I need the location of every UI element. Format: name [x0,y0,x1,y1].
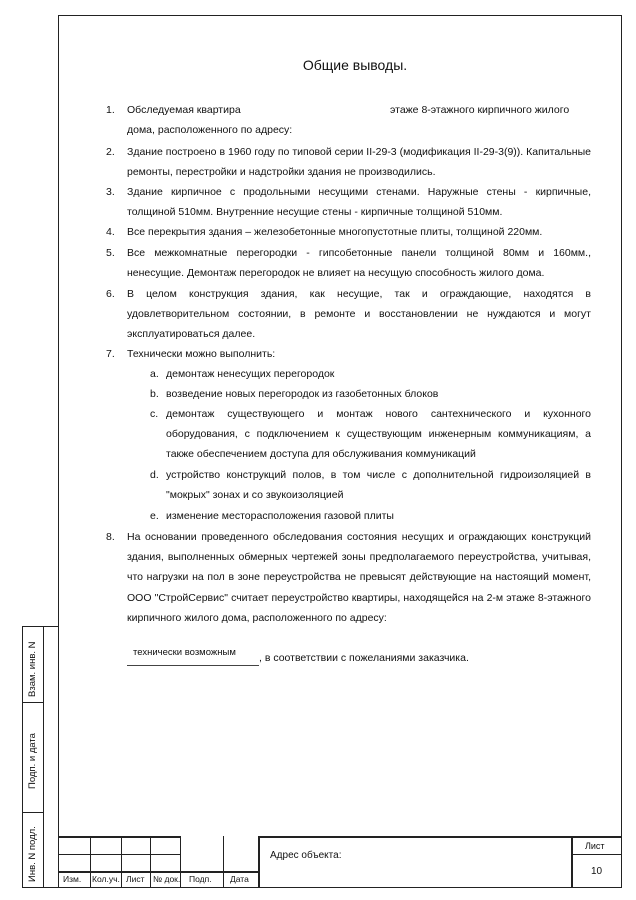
subitem-a-letter: a. [150,368,159,380]
stamp-col-podp: Подп. [189,874,212,884]
subitem-b-letter: b. [150,388,159,400]
item-2-number: 2. [106,146,115,158]
subitem-c-text: демонтаж существующего и монтаж нового сантехнического и кухонного оборудования, с подключением к существующим инженерным коммуникациям, а также обеспечением доступа для обслуживания коммуникаций [166,408,591,461]
conclusion-fill-text: технически возможным [133,647,236,658]
stamp-sheet-label: Лист [585,841,605,851]
stamp-address-label: Адрес объекта: [270,850,342,861]
conclusion-rest-text: , в соответствии с пожеланиями заказчика. [259,652,469,664]
item-4-number: 4. [106,226,115,238]
item-8-number: 8. [106,531,115,543]
item-4-text: Все перекрытия здания – железобетонные многопустотные плиты, толщиной 220мм. [127,226,543,238]
side-label-inv: Инв. N подл. [27,826,38,882]
item-6-text: В целом конструкция здания, как несущие, так и ограждающие, находятся в удовлетворительном состоянии, в ремонте и восстановлении не нуждаются и могут эксплуатироваться далее. [127,288,591,341]
side-label-podp: Подп. и дата [27,733,38,789]
subitem-d-text: устройство конструкций полов, в том числе с дополнительной гидроизоляцией в "мокрых" зонах и со звукоизоляцией [166,469,591,502]
subitem-b-text: возведение новых перегородок из газобетонных блоков [166,388,439,400]
item-7-text: Технически можно выполнить: [127,348,276,360]
stamp-col-doc: № док. [153,874,181,884]
stamp-col-kol: Кол.уч. [92,874,120,884]
side-label-vzam: Взам. инв. N [27,641,38,697]
page-title: Общие выводы. [302,57,408,73]
stamp-sheet-number: 10 [591,866,603,877]
stamp-col-data: Дата [230,874,249,884]
item-1-part-a: Обследуемая квартира [127,104,241,116]
subitem-d-letter: d. [150,469,159,481]
subitem-c-letter: c. [150,408,159,420]
side-stamp [22,626,58,888]
stamp-col-list: Лист [126,874,145,884]
item-2-text: Здание построено в 1960 году по типовой серии II-29-3 (модификация II-29-3(9)). Капитальные ремонты, перестройки и надстройки здания не производились. [127,146,591,179]
item-7-number: 7. [106,348,115,360]
item-1-number: 1. [106,104,115,116]
item-1-part-c: дома, расположенного по адресу: [127,124,293,136]
item-3-text: Здание кирпичное с продольными несущими стенами. Наружные стены - кирпичные, толщиной 510мм. Внутренние несущие стены - кирпичные толщиной 510мм. [127,186,591,219]
subitem-a-text: демонтаж ненесущих перегородок [166,368,335,380]
item-1-part-b: этаже 8-этажного кирпичного жилого [390,104,570,116]
item-3-number: 3. [106,186,115,198]
item-5-text: Все межкомнатные перегородки - гипсобетонные панели толщиной 80мм и 160мм., ненесущие. Демонтаж перегородок не влияет на несущую способность жилого дома. [127,247,591,280]
item-8-text: На основании проведенного обследования состояния несущих и ограждающих конструкций здания, выполненных обмерных чертежей зоны предполагаемого переустройства, учитывая, что нагрузки на пол в зоне переустройства не превысят действующие на настоящий момент, ООО "СтройСервис" считает переустройство квартиры, находящейся на 2-м этаже 8-этажного кирпичного жилого дома, расположенного по адресу: [127,531,591,624]
side-inner-column [43,627,59,887]
item-5-number: 5. [106,247,115,259]
title-block [58,836,622,888]
item-6-number: 6. [106,288,115,300]
stamp-col-izm: Изм. [63,874,82,884]
subitem-e-letter: e. [150,510,159,522]
subitem-e-text: изменение месторасположения газовой плиты [166,510,394,522]
